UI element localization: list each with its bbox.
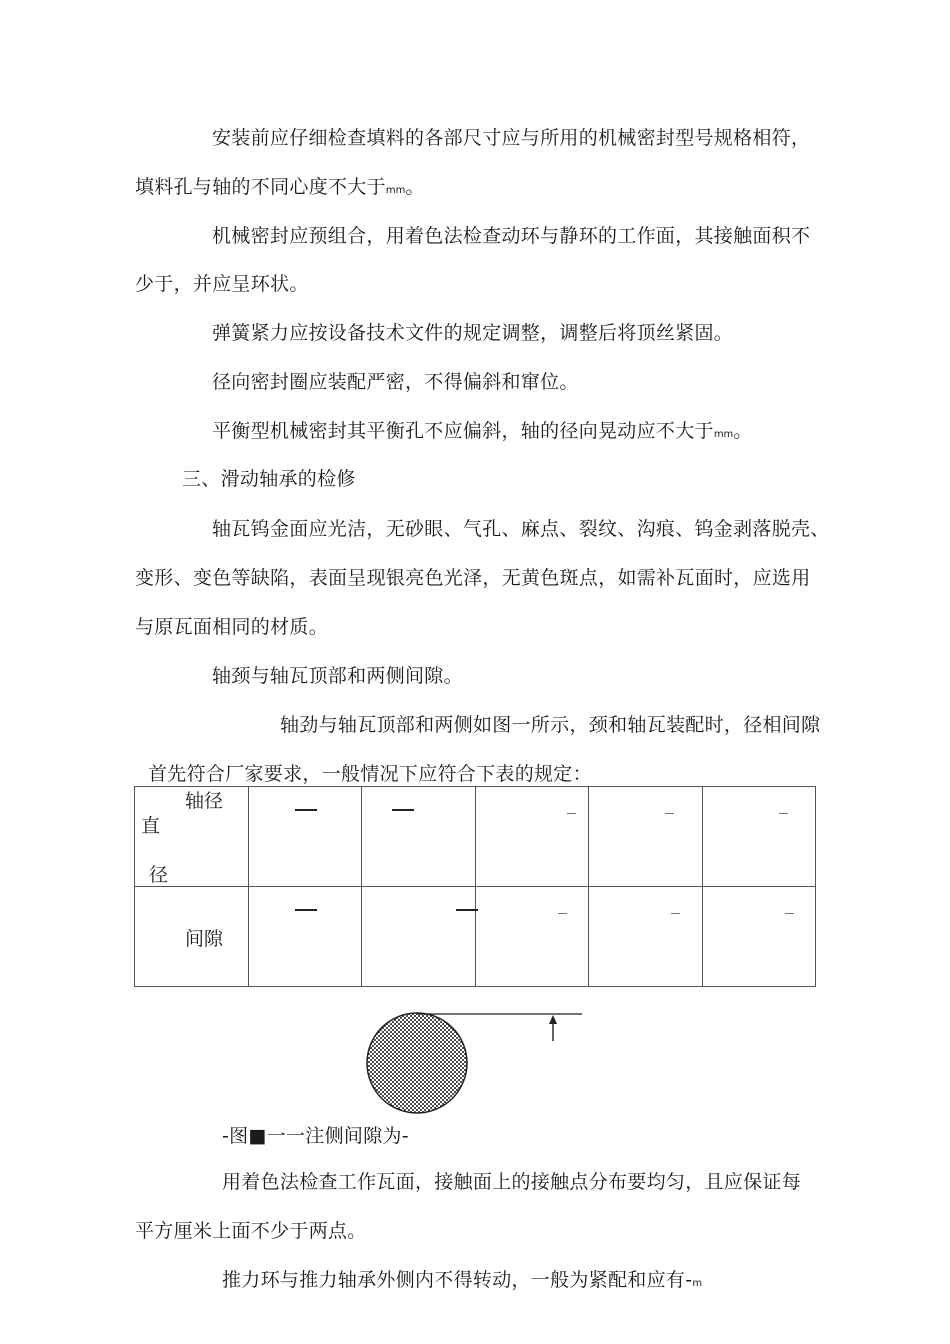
- dash-mark: [392, 809, 414, 811]
- dash-mark: [785, 913, 794, 914]
- shaft-clearance-figure: [360, 1005, 590, 1125]
- dash-mark: [558, 913, 567, 914]
- table-cell: [248, 887, 362, 987]
- section-heading-3: 三、滑动轴承的检修: [182, 468, 356, 490]
- table-cell: [589, 887, 703, 987]
- table-cell: [475, 787, 589, 887]
- paragraph-7: 轴颈与轴瓦顶部和两侧间隙。: [212, 665, 463, 687]
- paragraph-6-line-1: 轴瓦钨金面应光洁，无砂眼、气孔、麻点、裂纹、沟痕、钨金剥落脱壳、: [212, 518, 830, 540]
- cell-label-clearance: 间隙: [185, 928, 224, 950]
- figure-caption: -图■一一注侧间隙为-: [222, 1125, 409, 1147]
- paragraph-2-line-2: 少于，并应呈环状。: [135, 273, 309, 295]
- paragraph-5-end: 。: [733, 420, 753, 442]
- paragraph-10-text: 推力环与推力轴承外侧内不得转动，一般为紧配和应有-: [222, 1269, 693, 1291]
- paragraph-10-unit: m: [692, 1278, 703, 1289]
- paragraph-8-line-1: 轴劲与轴瓦顶部和两侧如图一所示，颈和轴瓦装配时，径相间隙: [280, 714, 821, 736]
- table-cell-diameter-label: [135, 787, 249, 887]
- paragraph-4: 径向密封圈应装配严密，不得偏斜和窜位。: [212, 371, 579, 393]
- paragraph-3: 弹簧紧力应按设备技术文件的规定调整，调整后将顶丝紧固。: [212, 322, 734, 344]
- shaft-journal-circle: [367, 1013, 467, 1113]
- paragraph-5-text: 平衡型机械密封其平衡孔不应偏斜，轴的径向晃动应不大于: [212, 420, 714, 442]
- paragraph-9-line-1: 用着色法检查工作瓦面，接触面上的接触点分布要均匀，且应保证每: [222, 1171, 802, 1193]
- table-cell: [702, 787, 816, 887]
- dash-mark: [295, 909, 317, 911]
- cell-label-shaft: 轴径: [185, 790, 224, 812]
- clearance-table: [134, 786, 816, 987]
- dash-mark: [779, 813, 788, 814]
- paragraph-6-line-2: 变形、变色等缺陷，表面呈现银亮色光泽，无黄色斑点，如需补瓦面时，应选用: [135, 567, 811, 589]
- table-cell-clearance-label: [135, 887, 249, 987]
- table-cell: [475, 887, 589, 987]
- paragraph-1-line-2: [135, 175, 425, 203]
- dash-mark: [671, 913, 680, 914]
- table-cell: [248, 787, 362, 887]
- cell-label-zhi: 直: [141, 815, 161, 837]
- paragraph-10: [222, 1268, 702, 1296]
- paragraph-6-line-3: 与原瓦面相同的材质。: [135, 616, 329, 638]
- paragraph-8-line-2: 首先符合厂家要求，一般情况下应符合下表的规定：: [148, 763, 592, 785]
- table-row-clearance: [135, 887, 816, 987]
- paragraph-2-line-1: 机械密封应预组合，用着色法检查动环与静环的工作面，其接触面积不: [212, 225, 811, 247]
- paragraph-1-text: 填料孔与轴的不同心度不大于: [135, 176, 386, 198]
- paragraph-1-end: 。: [405, 176, 425, 198]
- paragraph-1-unit: mm: [385, 185, 406, 196]
- dash-mark: [567, 813, 576, 814]
- table-row-diameter: [135, 787, 816, 887]
- cell-label-jing: 径: [149, 864, 169, 886]
- paragraph-1-line-1: 安装前应仔细检查填料的各部尺寸应与所用的机械密封型号规格相符，: [212, 127, 811, 149]
- dash-mark: [665, 813, 674, 814]
- table-cell: [702, 887, 816, 987]
- paragraph-5-unit: mm: [713, 429, 734, 440]
- clearance-arrow-icon: [549, 1015, 557, 1024]
- table-cell: [362, 887, 476, 987]
- dash-mark: [295, 809, 317, 811]
- paragraph-9-line-2: 平方厘米上面不少于两点。: [135, 1220, 367, 1242]
- table-cell: [589, 787, 703, 887]
- table-cell: [362, 787, 476, 887]
- paragraph-5: [212, 419, 753, 447]
